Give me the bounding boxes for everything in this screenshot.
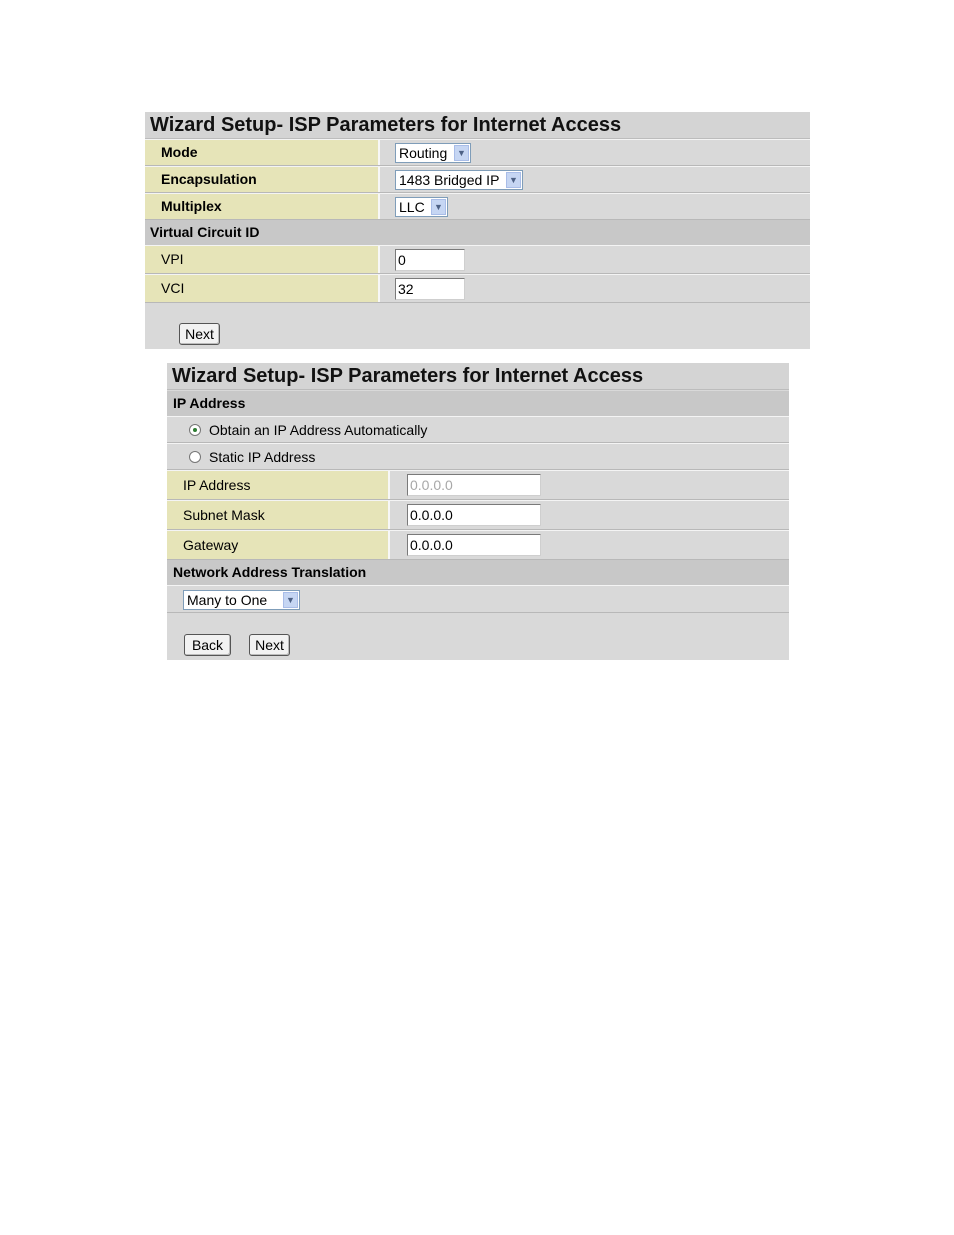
next-button[interactable]: Next (179, 323, 220, 345)
nat-section: Network Address Translation (167, 560, 789, 586)
ip-address-input[interactable]: 0.0.0.0 (407, 474, 541, 496)
vci-row (145, 274, 810, 303)
encapsulation-select[interactable] (395, 170, 523, 190)
gateway-input[interactable]: 0.0.0.0 (407, 534, 541, 556)
back-button[interactable]: Back (184, 634, 231, 656)
wizard-panel-atm (145, 112, 810, 349)
virtual-circuit-section: Virtual Circuit ID (145, 220, 810, 246)
ip-address-label: IP Address (167, 471, 390, 499)
radio-static[interactable] (189, 451, 201, 463)
subnet-mask-row (167, 500, 789, 530)
encapsulation-row (145, 166, 810, 193)
multiplex-select-value: LLC (399, 199, 425, 215)
wizard-panel-ip (167, 363, 789, 660)
encapsulation-label: Encapsulation (145, 167, 380, 192)
mode-select[interactable] (395, 143, 471, 163)
radio-static-row (167, 443, 789, 470)
mode-label: Mode (145, 140, 380, 165)
vpi-label: VPI (145, 246, 380, 273)
radio-auto[interactable] (189, 424, 201, 436)
multiplex-select[interactable] (395, 197, 448, 217)
nat-select[interactable] (183, 590, 300, 610)
chevron-down-icon[interactable]: ▼ (454, 145, 469, 161)
radio-auto-row (167, 416, 789, 443)
ip-address-section: IP Address (167, 391, 789, 417)
nat-row (167, 585, 789, 613)
mode-row (145, 139, 810, 166)
subnet-mask-label: Subnet Mask (167, 501, 390, 529)
multiplex-label: Multiplex (145, 194, 380, 219)
nat-select-value: Many to One (187, 592, 268, 608)
encapsulation-select-value: 1483 Bridged IP (399, 172, 500, 188)
multiplex-row (145, 193, 810, 220)
vpi-input[interactable]: 0 (395, 249, 465, 271)
radio-static-label[interactable]: Static IP Address (209, 449, 316, 465)
subnet-mask-input[interactable]: 0.0.0.0 (407, 504, 541, 526)
chevron-down-icon[interactable]: ▼ (431, 199, 446, 215)
next-button[interactable]: Next (249, 634, 290, 656)
radio-auto-label[interactable]: Obtain an IP Address Automatically (209, 422, 428, 438)
gateway-label: Gateway (167, 531, 390, 559)
mode-select-value: Routing (399, 145, 448, 161)
panel-title: Wizard Setup- ISP Parameters for Internet Access (167, 363, 789, 390)
radio-selected-dot (193, 428, 197, 432)
chevron-down-icon[interactable]: ▼ (506, 172, 521, 188)
gateway-row (167, 530, 789, 560)
vpi-row (145, 245, 810, 274)
vci-input[interactable]: 32 (395, 278, 465, 300)
vci-label: VCI (145, 275, 380, 302)
ip-address-row (167, 470, 789, 500)
panel-title: Wizard Setup- ISP Parameters for Internet Access (145, 112, 810, 139)
chevron-down-icon[interactable]: ▼ (283, 592, 298, 608)
